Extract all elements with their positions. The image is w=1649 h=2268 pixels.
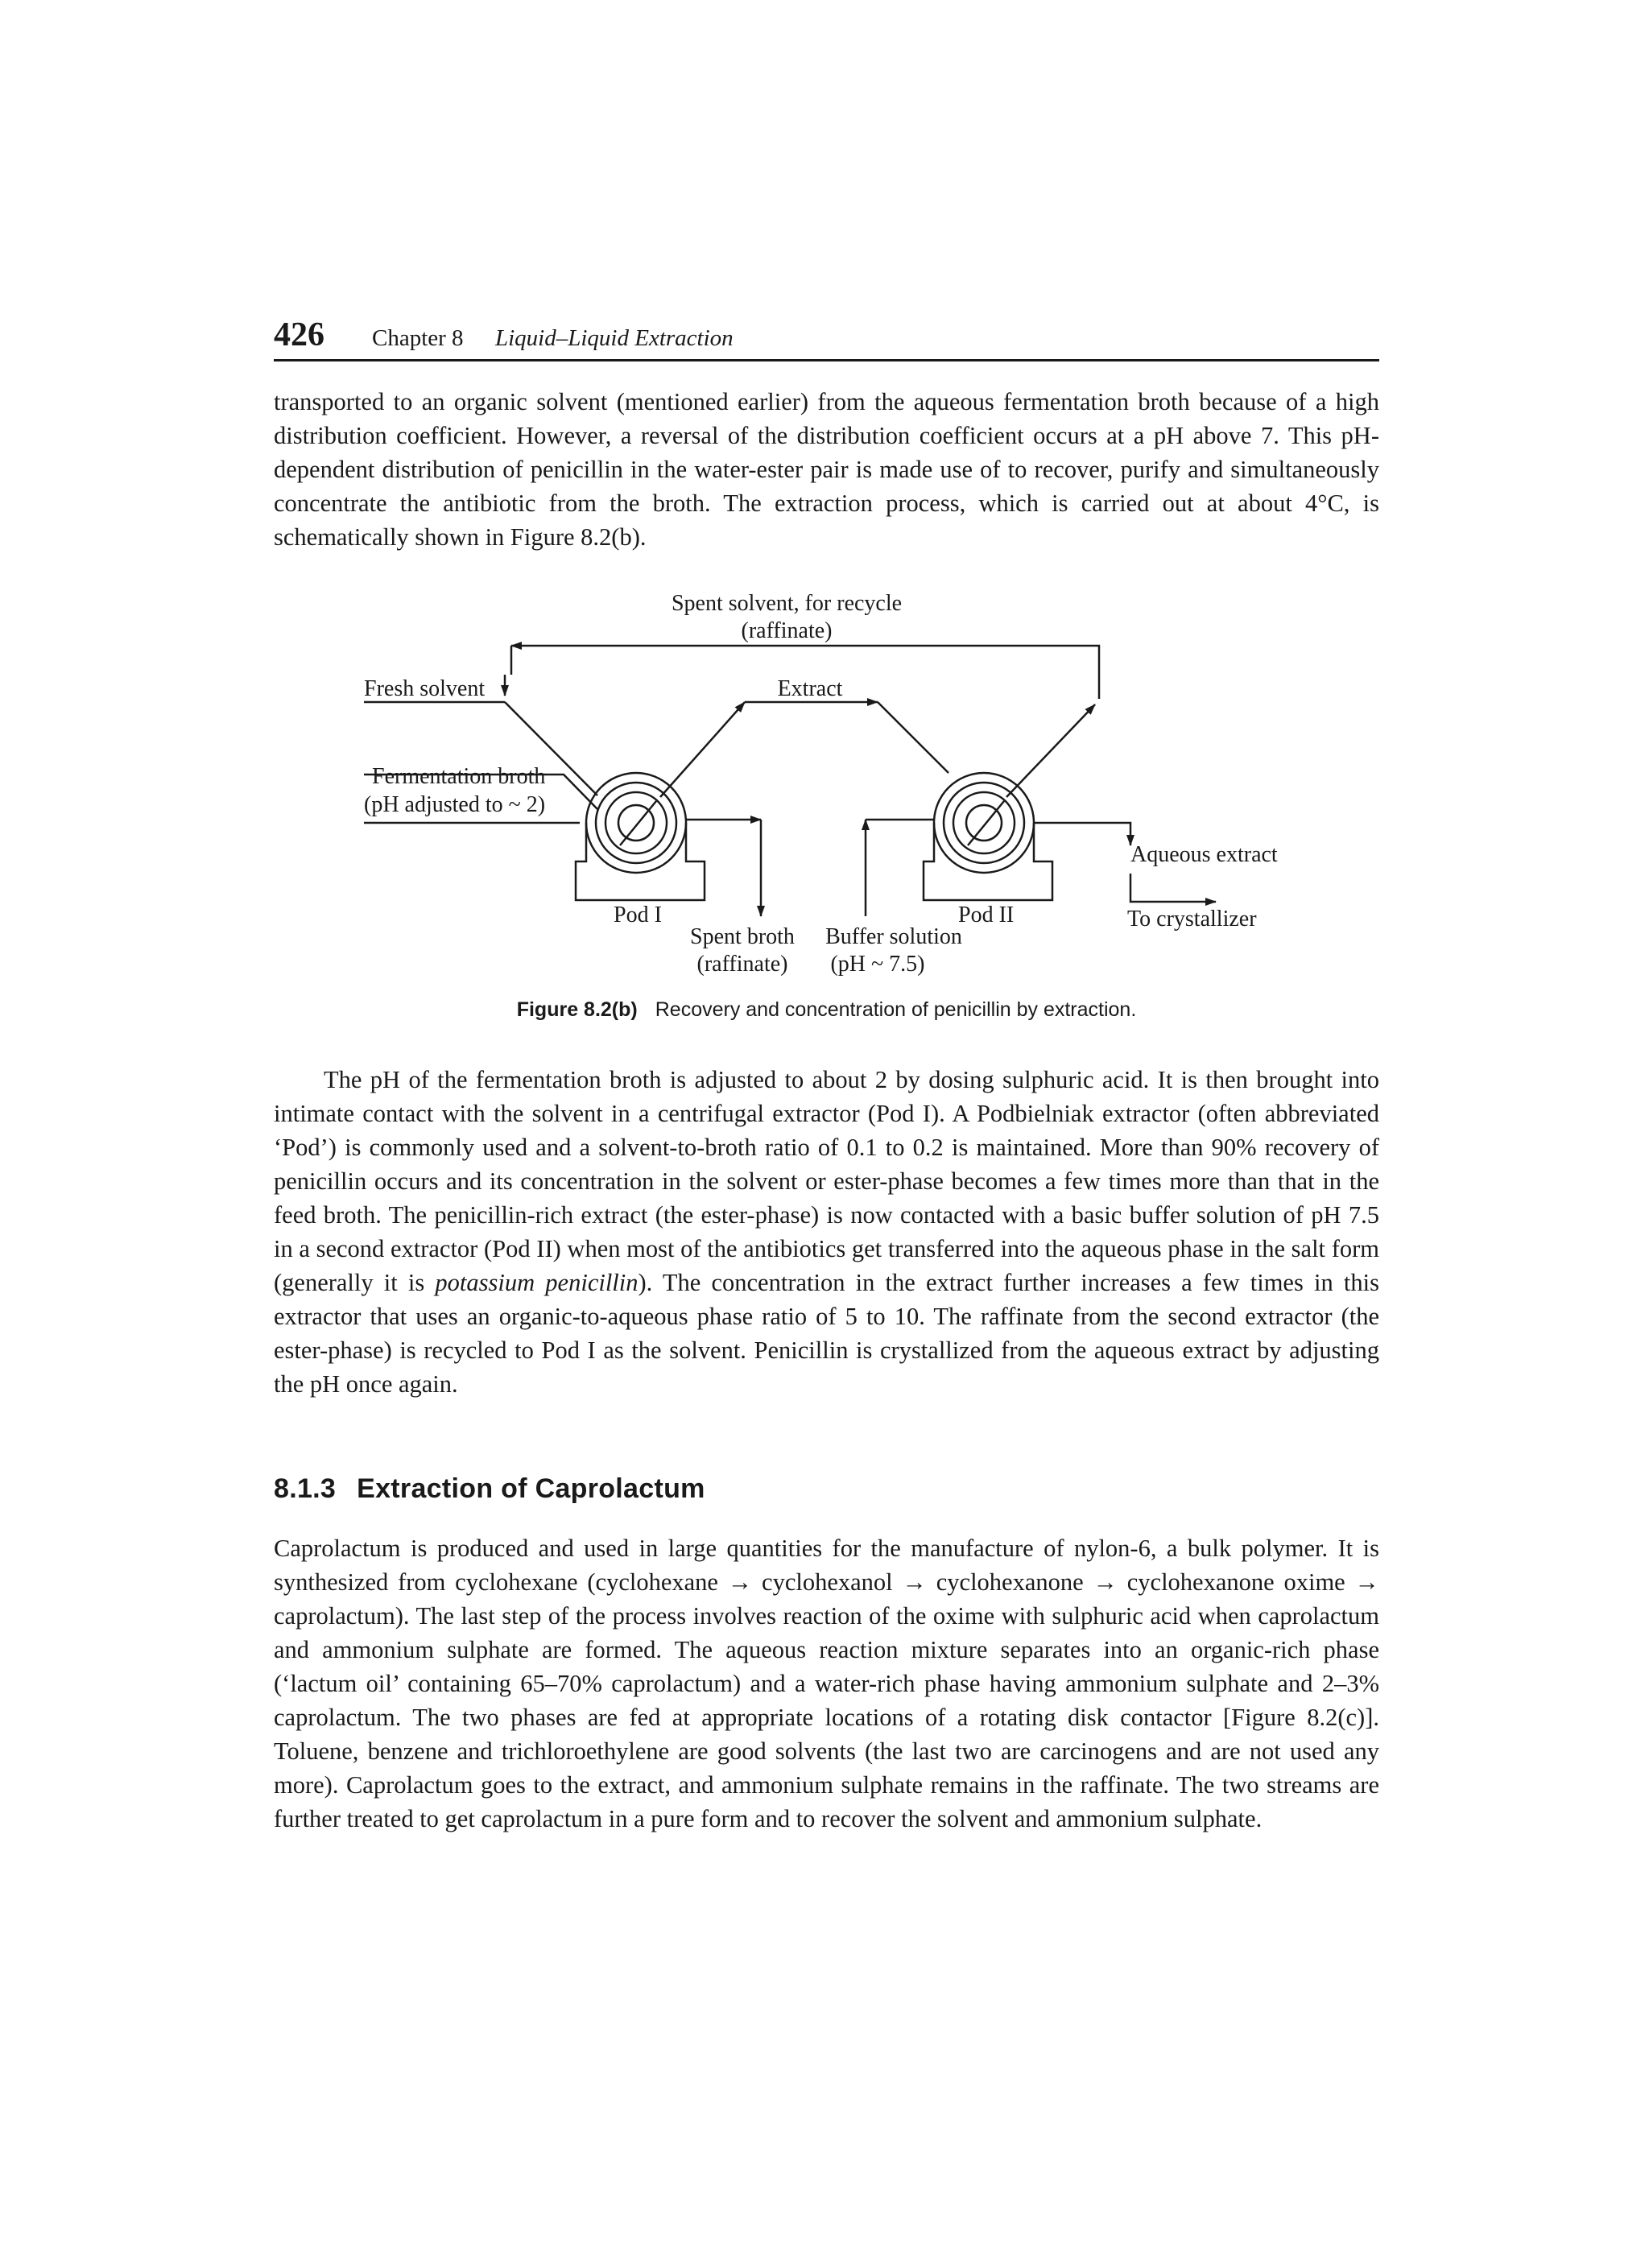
figure-caption [274, 998, 1379, 1022]
label-spent-solvent: Spent solvent, for recycle [671, 591, 903, 616]
label-spent-broth-raffinate: (raffinate) [696, 952, 788, 977]
figure-caption-text: Recovery and concentration of penicillin by extraction. [655, 998, 1137, 1021]
page-number: 426 [274, 316, 324, 353]
paragraph-caprolactum: Caprolactum is produced and used in large quantities for the manufacture of nylon-6, a bulk polymer. It is synthesized from cyclohexane (cyclohexane → cyclohexanol → cyclohexanone → cyclohexanone oxime → caprolactum). The last step of the process involves reaction of the oxime with sulphuric acid when caprolactum and ammonium sulphate are formed. The aqueous reaction mixture separates into an organic-rich phase (‘lactum oil’ containing 65–70% caprolactum) and a water-rich phase having ammonium sulphate and 2–3% caprolactum. The two phases are fed at appropriate locations of a rotating disk contactor [Figure 8.2(c)]. Toluene, benzene and trichloroethylene are good solvents (the last two are carcinogens and are not used any more). Caprolactum goes to the extract, and ammonium sulphate remains in the raffinate. The two streams are further treated to get caprolactum in a pure form and to recover the solvent and ammonium sulphate. [274, 1535, 1379, 1832]
section-number: 8.1.3 [274, 1473, 337, 1504]
label-pod2: Pod II [958, 903, 1015, 927]
label-fresh-solvent: Fresh solvent [364, 676, 486, 701]
section-heading [274, 1473, 705, 1505]
label-spent-solvent-raffinate: (raffinate) [741, 618, 833, 643]
pod2-extractor [924, 773, 1052, 900]
extract-line-down [878, 702, 948, 773]
aqueous-extract-line [1034, 823, 1130, 845]
label-extract: Extract [777, 676, 843, 701]
paragraph-penicillin-text-2: ). The concentration in the extract further increases a few times in this extractor that uses an organic-to-aqueous phase ratio of 5 to 10. The raffinate from the second extractor (the ester-phase) is recycled to Pod I as the solvent. Penicillin is crystallized from the aqueous extract by adjusting the pH once again. [274, 1269, 1379, 1398]
label-buffer-ph: (pH ~ 7.5) [830, 952, 925, 977]
paragraph-intro: transported to an organic solvent (mentioned earlier) from the aqueous fermentation broth because of a high distribution coefficient. However, a reversal of the distribution coefficient occurs at a pH above 7. This pH-dependent distribution of penicillin in the water-ester pair is made use of to recover, purify and simultaneously concentrate the antibiotic from the broth. The extraction process, which is carried out at about 4°C, is schematically shown in Figure 8.2(b). [274, 388, 1379, 551]
pod2-raffinate-line [1006, 704, 1095, 797]
label-pod1: Pod I [614, 903, 662, 927]
chapter-title: Liquid–Liquid Extraction [495, 325, 734, 351]
label-fermentation-broth: Fermentation broth [372, 764, 546, 789]
penicillin-extraction-diagram [0, 0, 1649, 998]
paragraph-penicillin-italic: potassium penicillin [435, 1269, 639, 1296]
section-title: Extraction of Caprolactum [357, 1473, 705, 1504]
label-buffer-solution: Buffer solution [825, 924, 962, 949]
extract-line-up [660, 702, 745, 797]
paragraph-penicillin-process [274, 1063, 1379, 1401]
paragraph-penicillin-text-1: The pH of the fermentation broth is adjusted to about 2 by dosing sulphuric acid. It is then brought into intimate contact with the solvent in a centrifugal extractor (Pod I). A Podbielniak extractor (often abbreviated ‘Pod’) is commonly used and a solvent-to-broth ratio of 0.1 to 0.2 is maintained. More than 90% recovery of penicillin occurs and its concentration in the solvent or ester-phase becomes a few times more than that in the feed broth. The penicillin-rich extract (the ester-phase) is now contacted with a basic buffer solution of pH 7.5 in a second extractor (Pod II) when most of the antibiotics get transferred into the aqueous phase in the salt form (generally it is [274, 1066, 1379, 1296]
label-to-crystallizer: To crystallizer [1127, 907, 1257, 932]
figure-caption-label: Figure 8.2(b) [516, 998, 638, 1021]
chapter-label: Chapter 8 [372, 325, 464, 351]
label-aqueous-extract: Aqueous extract [1130, 842, 1278, 867]
label-ph-adjusted: (pH adjusted to ~ 2) [364, 792, 546, 817]
label-spent-broth: Spent broth [690, 924, 795, 949]
crystallizer-line [1130, 874, 1216, 902]
